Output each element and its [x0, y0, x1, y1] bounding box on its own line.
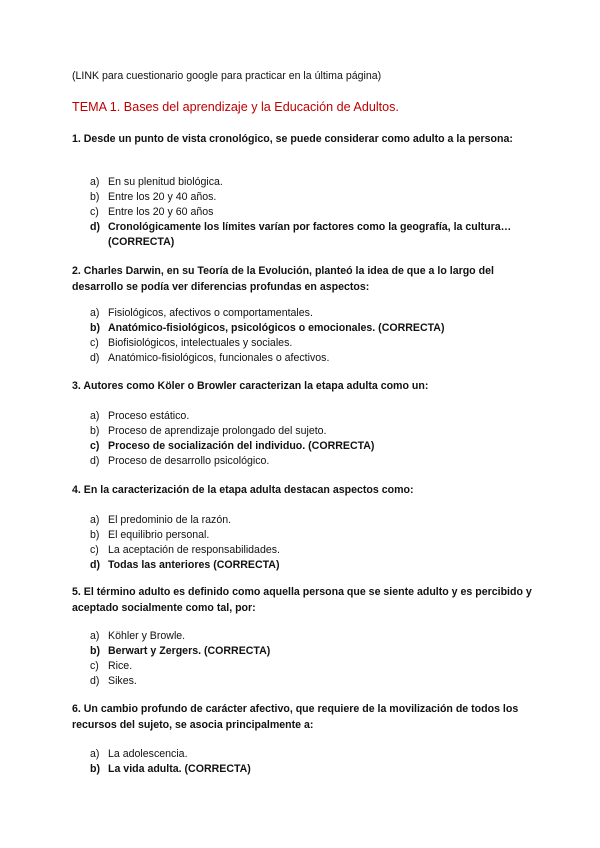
option-5b-correct: b) Berwart y Zergers. (CORRECTA) — [90, 645, 271, 657]
option-1c: c) Entre los 20 y 60 años — [90, 206, 214, 218]
option-2d: d) Anatómico-fisiológicos, funcionales o afectivos. — [90, 352, 330, 364]
question-5: 5. El término adulto es definido como aquella persona que se siente adulto y es percibido y aceptado socialmente como tal, por: — [72, 586, 532, 614]
option-4d-correct: d) Todas las anteriores (CORRECTA) — [90, 559, 280, 571]
option-3d: d) Proceso de desarrollo psicológico. — [90, 455, 270, 467]
option-4c: c) La aceptación de responsabilidades. — [90, 544, 280, 556]
option-3a: a) Proceso estático. — [90, 410, 190, 422]
option-3c-correct: c) Proceso de socialización del individuo. (CORRECTA) — [90, 440, 375, 452]
question-5-options — [90, 629, 530, 689]
practice-link-note: (LINK para cuestionario google para practicar en la última página) — [72, 70, 382, 82]
option-5a: a) Köhler y Browle. — [90, 630, 186, 642]
option-3b: b) Proceso de aprendizaje prolongado del sujeto. — [90, 425, 327, 437]
question-4: 4. En la caracterización de la etapa adulta destacan aspectos como: — [72, 484, 414, 496]
option-1a: a) En su plenitud biológica. — [90, 176, 223, 188]
question-3-options — [90, 409, 530, 469]
question-6-options — [90, 747, 530, 777]
question-1-options — [90, 175, 530, 250]
option-4a: a) El predominio de la razón. — [90, 514, 232, 526]
option-1d-correct: d) Cronológicamente los límites varían por factores como la geografía, la cultura… (CORRECTA) — [90, 221, 512, 248]
question-3: 3. Autores como Köler o Browler caracterizan la etapa adulta como un: — [72, 380, 429, 392]
question-2: 2. Charles Darwin, en su Teoría de la Evolución, planteó la idea de que a lo largo del desarrollo se podía ver diferencias profundas en aspectos: — [72, 265, 494, 293]
option-6a: a) La adolescencia. — [90, 748, 188, 760]
question-2-options — [90, 306, 530, 366]
option-2a: a) Fisiológicos, afectivos o comportamentales. — [90, 307, 313, 319]
option-1b: b) Entre los 20 y 40 años. — [90, 191, 217, 203]
option-4b: b) El equilibrio personal. — [90, 529, 210, 541]
option-6b-correct: b) La vida adulta. (CORRECTA) — [90, 763, 251, 775]
question-6: 6. Un cambio profundo de carácter afectivo, que requiere de la movilización de todos los recursos del sujeto, se asocia principalmente a: — [72, 703, 519, 731]
question-4-options — [90, 513, 530, 573]
option-5d: d) Sikes. — [90, 675, 137, 687]
option-2b-correct: b) Anatómico-fisiológicos, psicológicos o emocionales. (CORRECTA) — [90, 322, 445, 334]
option-2c: c) Biofisiológicos, intelectuales y sociales. — [90, 337, 293, 349]
topic-title: TEMA 1. Bases del aprendizaje y la Educación de Adultos. — [72, 100, 399, 114]
option-5c: c) Rice. — [90, 660, 133, 672]
question-1: 1. Desde un punto de vista cronológico, se puede considerar como adulto a la persona: — [72, 133, 513, 145]
